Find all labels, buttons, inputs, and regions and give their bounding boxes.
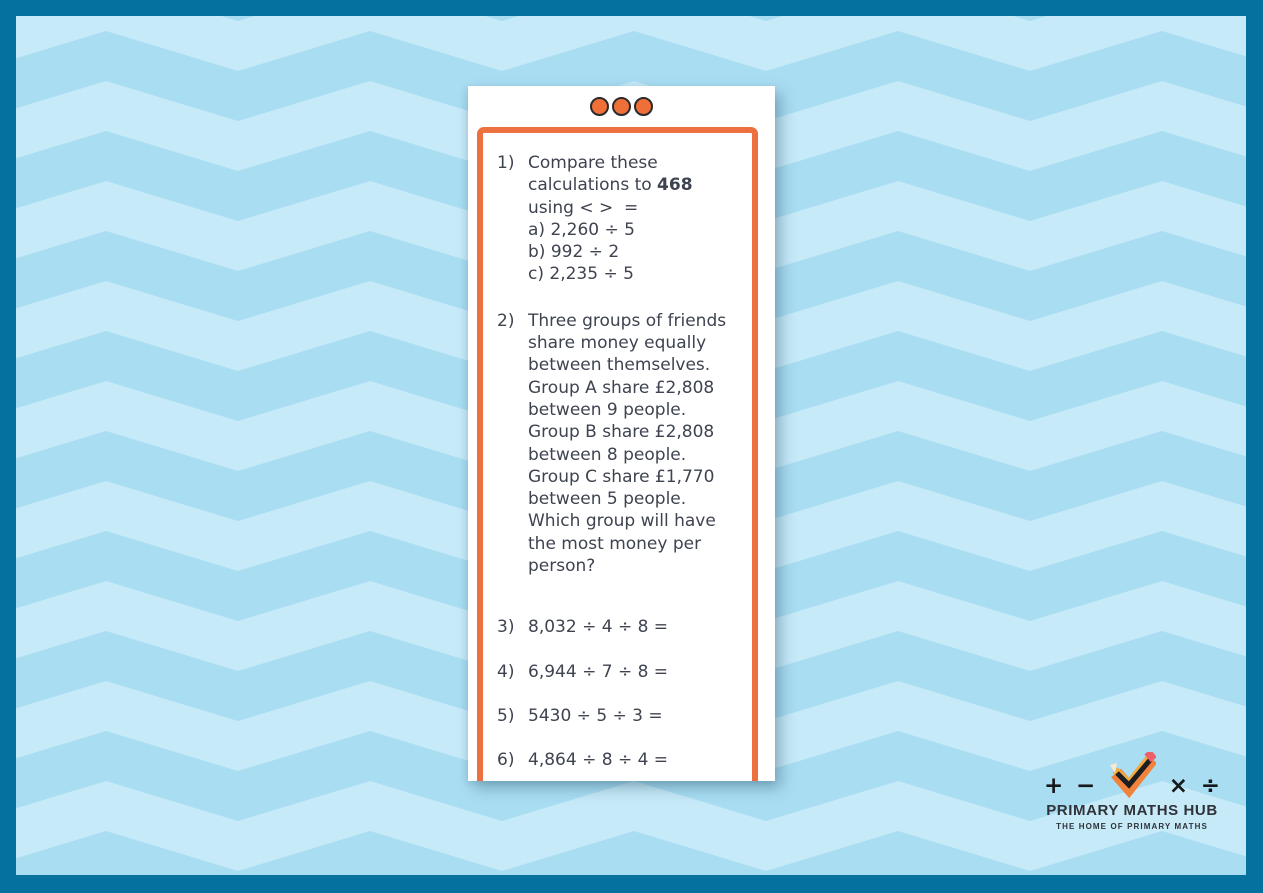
question-3 [497,616,746,638]
bold-value: 468 [657,175,693,196]
difficulty-dots [468,97,775,116]
questions-box [477,127,758,781]
logo-symbols-row [1044,753,1220,800]
line: Group A share £2,808 [528,377,715,398]
line: Group B share £2,808 [528,422,715,443]
question-2 [497,310,746,578]
logo-title: PRIMARY MATHS HUB [1046,802,1218,819]
line: between 8 people. [528,444,687,465]
question-text [528,152,693,286]
line: b) 992 ÷ 2 [528,242,620,263]
orange-dot-icon [612,97,631,116]
line: Which group will have [528,511,716,532]
question-number: 3) [497,617,515,638]
multiply-icon: × [1168,773,1188,799]
line: Three groups of friends [528,310,727,331]
question-number: 6) [497,750,515,771]
question-6 [497,749,746,771]
question-number: 1) [497,153,515,173]
minus-icon: − [1076,773,1096,799]
question-4 [497,661,746,683]
line: a) 2,260 ÷ 5 [528,219,635,240]
line: Compare these [528,153,658,173]
divide-icon: ÷ [1200,773,1220,799]
line: share money equally [528,333,707,354]
question-text: 5430 ÷ 5 ÷ 3 = [528,705,663,726]
question-5 [497,705,746,727]
question-text: 4,864 ÷ 8 ÷ 4 = [528,750,669,771]
line: Group C share £1,770 [528,466,715,487]
line: person? [528,556,596,577]
logo-tagline: THE HOME OF PRIMARY MATHS [1056,822,1208,831]
line: between themselves. [528,355,711,376]
line-prefix: calculations to [528,175,658,196]
orange-dot-icon [634,97,653,116]
line [528,174,693,196]
line: c) 2,235 ÷ 5 [528,264,634,285]
orange-dot-icon [590,97,609,116]
line: the most money per [528,533,702,554]
line: between 9 people. [528,399,687,420]
plus-icon: + [1044,773,1064,799]
primary-maths-hub-logo [1044,753,1220,831]
line: between 5 people. [528,489,687,510]
question-number: 2) [497,310,515,331]
pencil-check-logo-icon [1108,752,1156,800]
question-1 [497,152,746,286]
line: using < > = [528,197,639,218]
question-text [528,310,726,578]
question-text: 8,032 ÷ 4 ÷ 8 = [528,617,669,638]
worksheet-card [468,86,775,781]
question-number: 5) [497,705,515,726]
question-text: 6,944 ÷ 7 ÷ 8 = [528,661,669,682]
question-number: 4) [497,661,515,682]
